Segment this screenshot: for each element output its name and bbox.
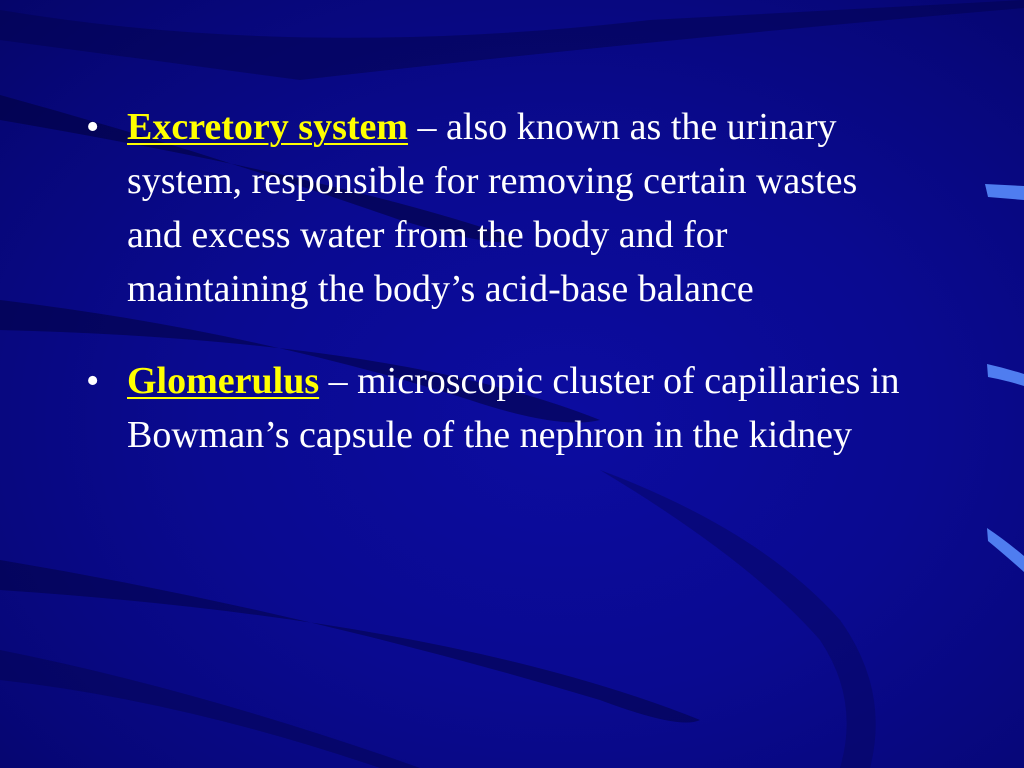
bullet-item-excretory-system xyxy=(80,100,910,316)
bullet-list xyxy=(80,100,910,500)
bullet-marker: • xyxy=(86,360,100,402)
definition-excretory-system: – also known as the urinary system, responsible for removing certain wastes and excess water from the body and for maintaining the body’s acid-base balance xyxy=(127,106,858,310)
term-glomerulus: Glomerulus xyxy=(127,360,320,402)
bullet-marker: • xyxy=(86,106,100,148)
definition-glomerulus: – microscopic cluster of capillaries in Bowman’s capsule of the nephron in the kidney xyxy=(127,360,900,456)
bullet-item-glomerulus xyxy=(80,354,910,462)
term-excretory-system: Excretory system xyxy=(127,106,409,148)
